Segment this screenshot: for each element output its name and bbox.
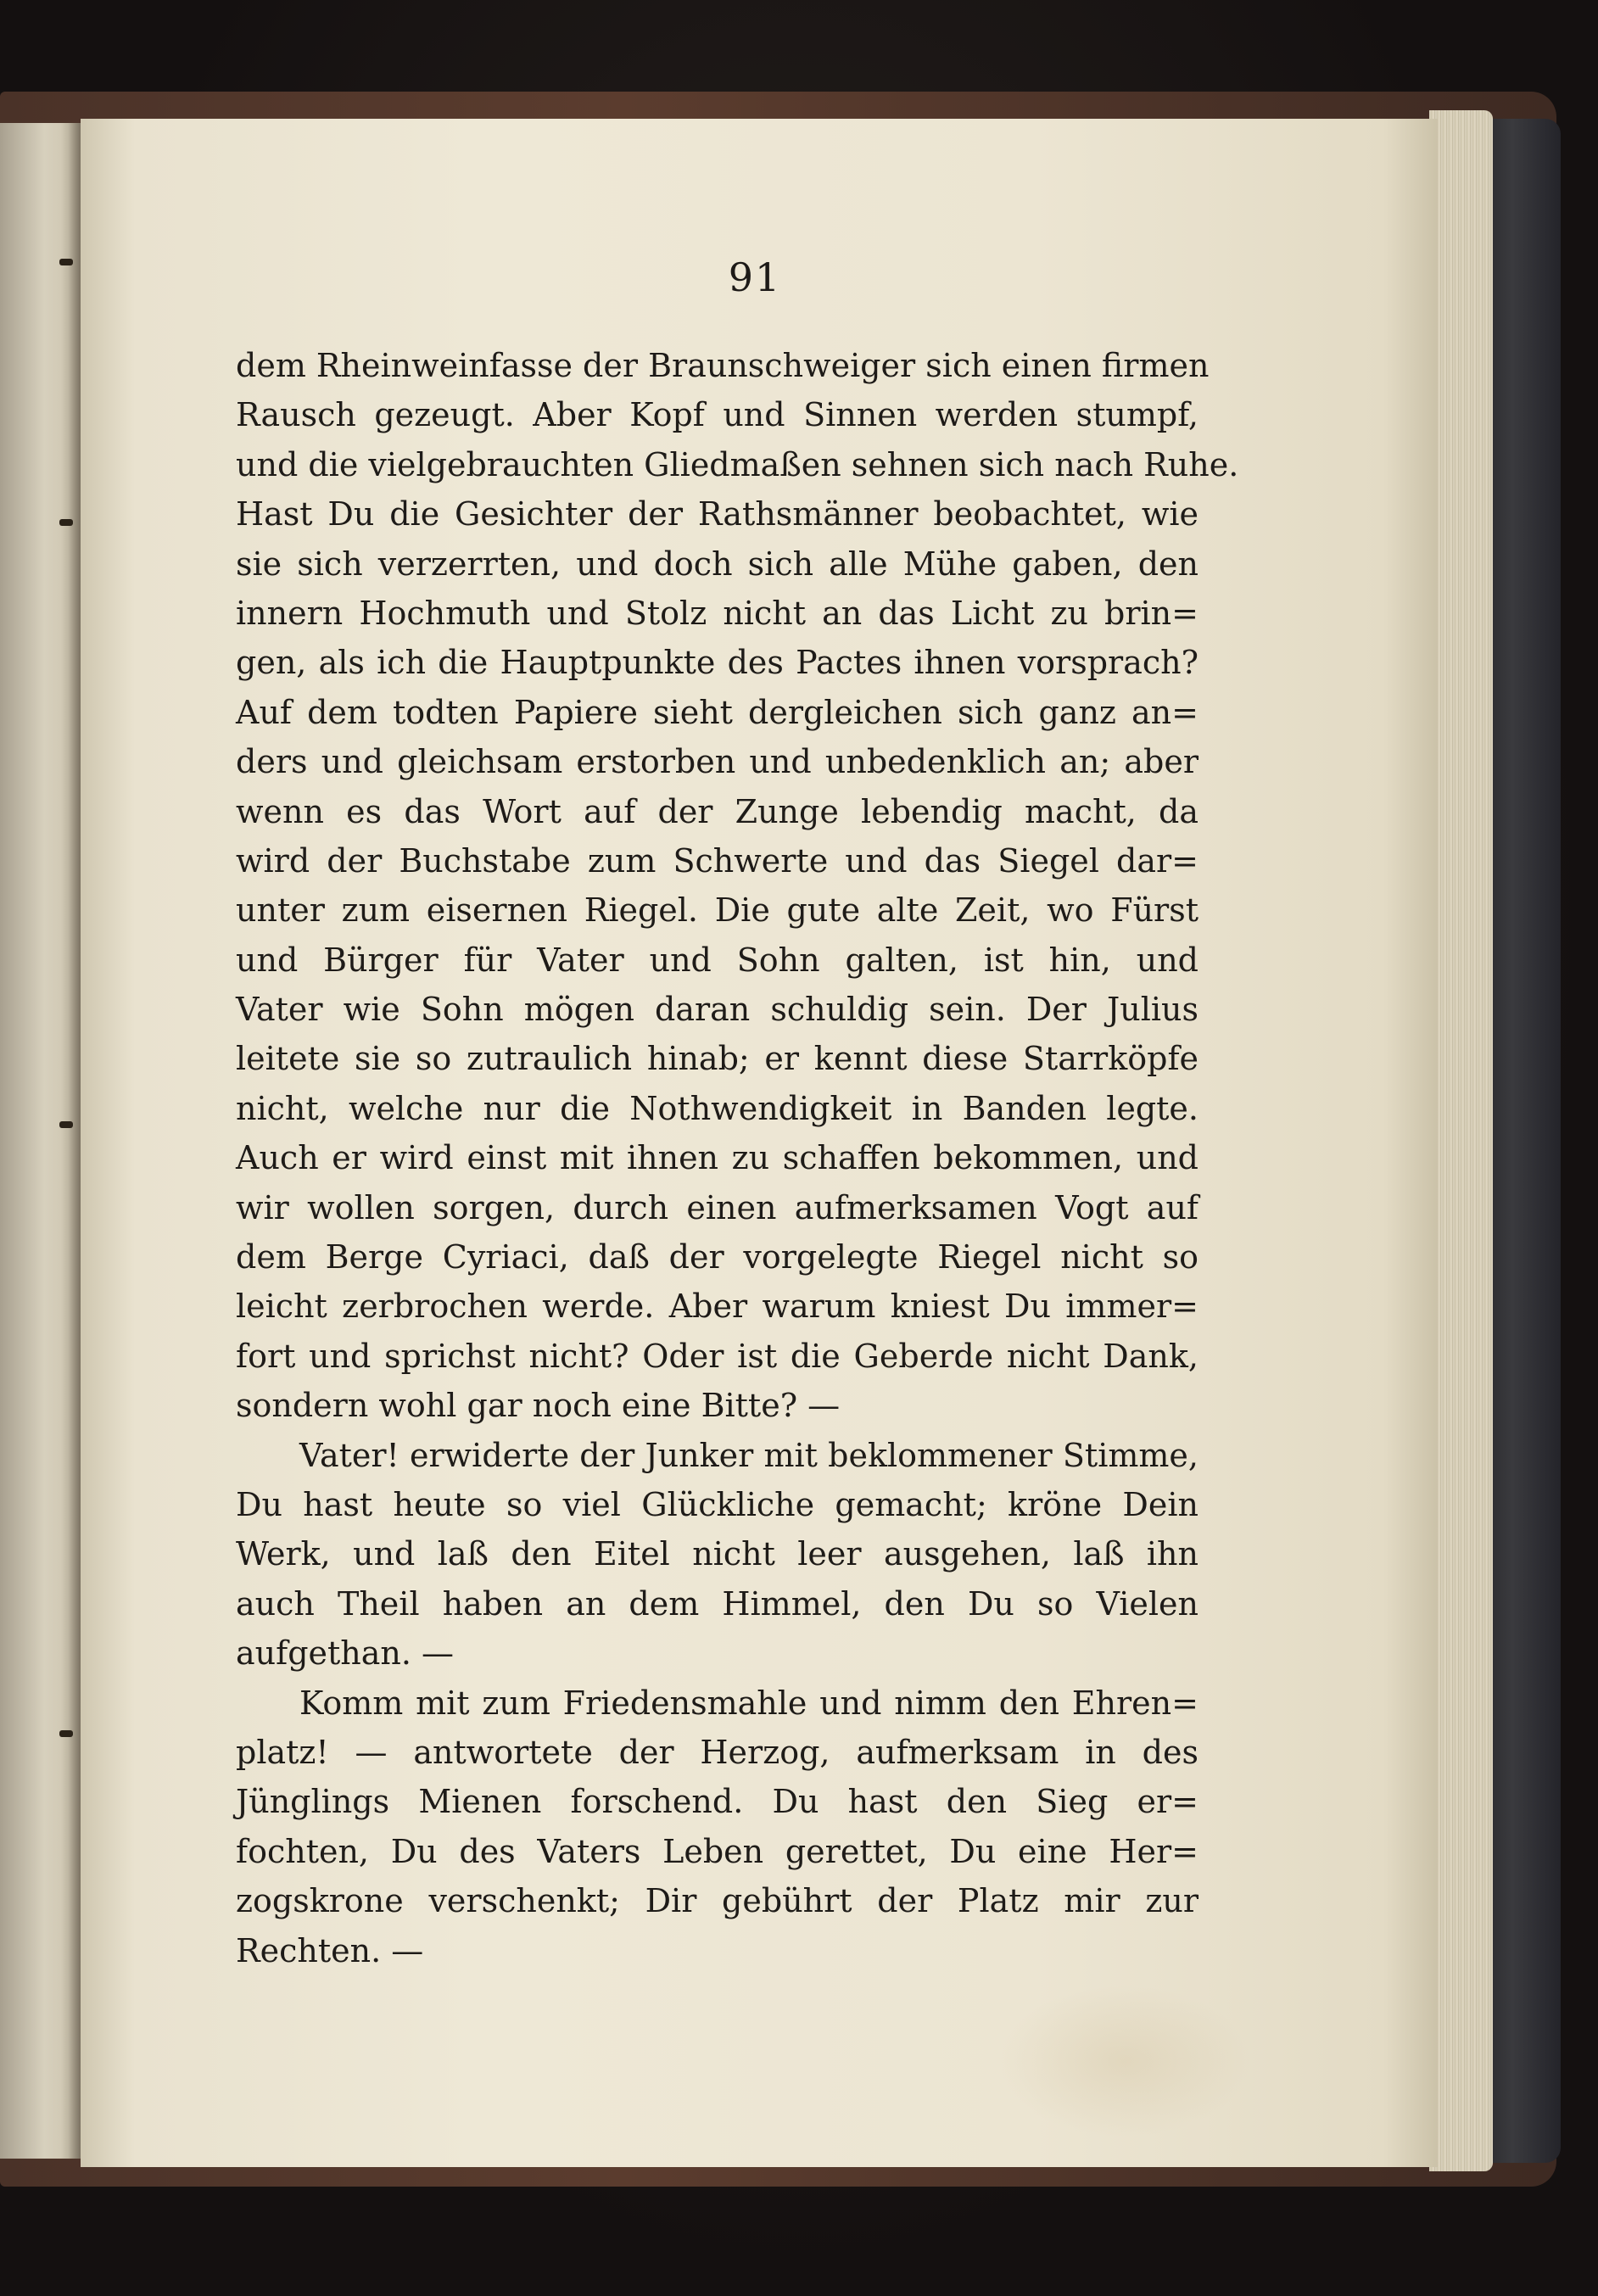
text-line: sie sich verzerrten, und doch sich alle Mühe gaben, den	[236, 545, 1198, 583]
page-stack-edge	[1429, 110, 1493, 2171]
text-line: Rechten. —	[236, 1931, 424, 1969]
text-line: sondern wohl gar noch eine Bitte? —	[236, 1387, 841, 1425]
text-line: Vater! erwiderte der Junker mit beklommener Stimme,	[299, 1436, 1198, 1474]
text-line: unter zum eisernen Riegel. Die gute alte Zeit, wo Fürst	[236, 891, 1198, 930]
text-line: Auch er wird einst mit ihnen zu schaffen bekommen, und	[236, 1139, 1198, 1177]
text-line: und die vielgebrauchten Gliedmaßen sehnen sich nach Ruhe.	[236, 445, 1239, 483]
text-line: zogskrone verschenkt; Dir gebührt der Platz mir zur	[236, 1882, 1198, 1920]
text-line: auch Theil haben an dem Himmel, den Du so Vielen	[236, 1584, 1198, 1623]
text-line: innern Hochmuth und Stolz nicht an das Licht zu brin=	[236, 594, 1198, 632]
text-line: Rausch gezeugt. Aber Kopf und Sinnen werden stumpf,	[236, 396, 1198, 434]
text-line: Werk, und laß den Eitel nicht leer ausgehen, laß ihn	[236, 1535, 1198, 1573]
text-line: gen, als ich die Hauptpunkte des Pactes ihnen vorsprach?	[236, 644, 1198, 682]
binding-thread-mark	[59, 1121, 73, 1128]
page-text	[236, 341, 1239, 1975]
text-line: Du hast heute so viel Glückliche gemacht; kröne Dein	[236, 1485, 1198, 1523]
text-line: dem Berge Cyriaci, daß der vorgelegte Riegel nicht so	[236, 1238, 1198, 1276]
text-line: Komm mit zum Friedensmahle und nimm den Ehren=	[299, 1684, 1198, 1722]
text-line: dem Rheinweinfasse der Braunschweiger sich einen firmen	[236, 347, 1210, 384]
text-line: Hast Du die Gesichter der Rathsmänner beobachtet, wie	[236, 495, 1198, 533]
text-line: fort und sprichst nicht? Oder ist die Geberde nicht Dank,	[236, 1337, 1198, 1375]
text-line: fochten, Du des Vaters Leben gerettet, Du eine Her=	[236, 1832, 1198, 1870]
text-line: leicht zerbrochen werde. Aber warum kniest Du immer=	[236, 1288, 1198, 1326]
binding-thread-mark	[59, 519, 73, 526]
text-line: wir wollen sorgen, durch einen aufmerksamen Vogt auf	[236, 1188, 1198, 1226]
text-line: leitete sie so zutraulich hinab; er kennt diese Starrköpfe	[236, 1040, 1198, 1078]
text-line: wird der Buchstabe zum Schwerte und das Siegel dar=	[236, 841, 1198, 880]
page-stain	[997, 1985, 1251, 2137]
text-line: ders und gleichsam erstorben und unbedenklich an; aber	[236, 743, 1198, 781]
text-line: aufgethan. —	[236, 1634, 455, 1673]
text-line: platz! — antwortete der Herzog, aufmerksam in des	[236, 1733, 1198, 1771]
binding-thread-mark	[59, 1730, 73, 1737]
text-line: Vater wie Sohn mögen daran schuldig sein. Der Julius	[236, 991, 1198, 1029]
text-line: Auf dem todten Papiere sieht dergleichen sich ganz an=	[236, 693, 1198, 731]
text-line: und Bürger für Vater und Sohn galten, ist hin, und	[236, 941, 1198, 979]
text-line: nicht, welche nur die Nothwendigkeit in Banden legte.	[236, 1089, 1198, 1127]
text-line: wenn es das Wort auf der Zunge lebendig macht, da	[236, 792, 1198, 830]
text-line: Jünglings Mienen forschend. Du hast den Sieg er=	[236, 1783, 1198, 1821]
page-number: 91	[728, 254, 782, 300]
